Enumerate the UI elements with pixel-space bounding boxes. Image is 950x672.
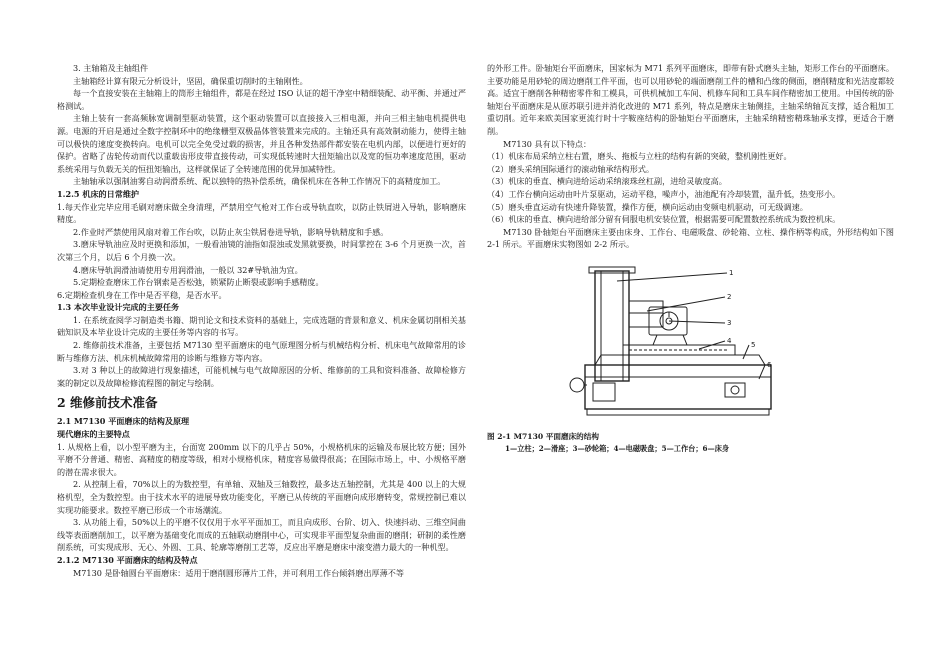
maintenance-item: 2.作业时严禁使用风扇对着工作台吹，以防止灰尘铁屑卷进导轨，影响导轨精度和手感。 — [73, 226, 389, 237]
section-heading-2-1-2: 2.1.2 M7130 平面磨床的结构及特点 — [57, 554, 198, 565]
feature-intro: M7130 具有以下特点： — [503, 138, 592, 149]
paragraph: 主轴轴承以强制油雾自动润滑系统、配以独特的热补偿系统，确保机床在各种工作情况下的高精度加工。 — [73, 176, 446, 187]
left-column — [57, 62, 466, 579]
callout-3: 3 — [727, 318, 732, 327]
section-heading-2-1: 2.1 M7130 平面磨床的结构及原理 — [57, 416, 190, 427]
feature-list-item: （2）磨头采纳国际通行的滚动轴承结构形式。 — [487, 163, 655, 174]
figure-caption: 图 2-1 M7130 平面磨床的结构 — [487, 431, 599, 441]
feature-list-item: （6）机床的垂直、横向进给部分留有伺服电机安装位置，根据需要可配置数控系统成为数控机床。 — [487, 214, 841, 225]
paragraph: 主轴箱经计算有限元分析设计，坚固，确保重切削时的主轴刚性。 — [73, 75, 308, 86]
right-column — [487, 62, 894, 454]
paragraph: M7130 是卧轴圆台平面磨床：适用于磨削圆形薄片工件，并可利用工作台倾斜磨出厚薄不等 — [73, 567, 404, 578]
maintenance-item: 1.每天作业完毕应用毛刷对磨床做全身清理，严禁用空气枪对工作台或导轨直吹，以防止铁屑进入导轨，影响磨床精度。 — [57, 201, 466, 225]
feature-list-item: （1）机床布局采纳立柱右置，磨头、拖板与立柱的结构有新的突破，整机刚性更好。 — [487, 151, 792, 162]
maintenance-item: 5.定期检查磨床工作台钢索是否松弛，锁紧防止断裂或影响手感精度。 — [73, 277, 324, 288]
feature-item: 3. 从功能上看，50%以上的平磨不仅仅用于水平平面加工，而且向成形、台阶、切入、快速抖动、三维空间曲线等表面磨削加工，以平磨为基础变化而成的五轴联动磨削中心，可实现非平面型复杂曲面的磨削；研制的柔性磨削系统，可实现成形、无心、外圆、工具、轮廓等磨削工艺等，反应出平磨是磨床中滚变潜力最大的一种机型。 — [57, 517, 466, 553]
paragraph: 主轴上装有一套高频脉宽调制型驱动装置，这个驱动装置可以直接接入三相电源，并向三相主轴电机提供电源。电源的开启是通过全数字控制环中的绝缘栅型双极晶体管装置来完成的。主轴还具有高效制动能力，使得主轴可以极快的速度变换转向。电机可以完全免受过载的损害，并且各种发热部件都安装在电机内部，以便进行更好的保护。省略了齿轮传动而代以重载齿形皮带直接传动，可实现低转速时大扭矩输出以及宽的恒功率速度范围，驱动系统采用与负载无关的恒扭矩输出，这样就保证了全转速范围的优异加减特性。 — [57, 113, 466, 174]
section-heading-1-3: 1.3 本次毕业设计完成的主要任务 — [57, 302, 180, 313]
feature-list-item: （3）机床的垂直、横向进给运动采纳滚珠丝杠副，进给灵敏度高。 — [487, 176, 727, 187]
feature-item: 2. 从控制上看，70%以上的为数控型，有单轴、双轴及三轴数控，最多达五轴控制，尤其是 400 以上的大规格机型，全为数控型。由于技术水平的进展导致功能变化，平磨已从传统的平面磨向成形磨转变，常规控制已难以实现功能要求。数控平磨已形成一个市场潮流。 — [57, 479, 466, 515]
callout-2: 2 — [727, 292, 732, 301]
callout-5: 5 — [751, 340, 756, 349]
chapter-heading-2: 2 维修前技术准备 — [57, 395, 158, 411]
feature-list-item: （4）工作台横向运动由叶片泵驱动，运动平稳，噪声小，油池配有冷却装置，温升低，热变形小。 — [487, 188, 841, 199]
grinder-structure-figure — [529, 261, 789, 423]
section-heading-1-2-5: 1.2.5 机床的日常维护 — [57, 188, 140, 199]
callout-1: 1 — [729, 268, 734, 277]
maintenance-item: 6.定期检查机身在工作中是否平稳，是否水平。 — [57, 289, 227, 300]
grinder-drawing — [529, 261, 789, 423]
spindle-heading: 3. 主轴箱及主轴组件 — [73, 63, 149, 73]
paragraph: M7130 卧轴矩台平面磨床主要由床身、工作台、电磁吸盘、砂轮箱、立柱、操作柄等构成，外形结构如下图 2-1 所示。平面磨床实物图如 2-2 所示。 — [487, 226, 894, 250]
paragraph: 每一个直接安装在主轴箱上的筒形主轴组件，都是在经过 ISO 认证的超干净室中精细装配、动平衡、并通过严格测试。 — [57, 88, 466, 111]
figure-legend: 1—立柱；2—滑座；3—砂轮箱；4—电磁吸盘；5—工作台；6—床身 — [505, 443, 730, 453]
subsection-heading: 现代磨床的主要特点 — [57, 429, 130, 440]
maintenance-item: 4.磨床导轨润滑油请使用专用润滑油，一般以 32#导轨油为宜。 — [73, 264, 303, 275]
paragraph: 的外形工件。卧轴矩台平面磨床，国家标为 M71 系列平面磨床，即带有卧式磨头主轴，矩形工作台的平面磨床。主要功能是用砂轮的周边磨削工件平面，也可以用砂轮的端面磨削工件的槽和凸缘的侧面，磨削精度和光洁度都较高。适宜于磨削各种精密零件和工模具，可供机械加工车间、机修车间和工具车间作精密加工使用。中国传统的卧轴矩台平面磨床是从原苏联引进并消化改进的 M71 系列，特点是磨床主轴侧挂，主轴采纳轴瓦支撑，适合粗加工重切削。近年来欧美国家更流行时十字鞍座结构的卧轴矩台平面磨床，主轴采纳精密精珠轴承支撑，更适合于磨削。 — [487, 63, 894, 136]
feature-item: 1. 从规格上看，以小型平磨为主，台面宽 200mm 以下的几乎占 50%，小规格机床的运输及布展比较方便；国外平磨不分普通、精密、高精度的精度等级，相对小规格机床，精度容易做得很高；在国际市场上，中、小规格平磨的潜在需求很大。 — [57, 441, 466, 477]
task-item: 2. 维修前技术准备，主要包括 M7130 型平面磨床的电气原理图分析与机械结构分析、机床电气故障常用的诊断与维修方法、机床机械故障常用的诊断与维修方等内容。 — [57, 340, 466, 363]
feature-list-item: （5）磨头垂直运动有快速升降装置，操作方便，横向运动由变频电机驱动，可无级调速。 — [487, 201, 808, 212]
task-item: 1. 在系统查阅学习制造类书籍、期刊论文和技术资料的基础上，完成选题的背景和意义、机床金属切削相关基础知识及本毕业设计完成的主要任务等内容的书写。 — [57, 314, 466, 338]
callout-4: 4 — [727, 336, 732, 345]
callout-6: 6 — [767, 360, 772, 369]
maintenance-item: 3.磨床导轨油应及时更换和添加，一般看油镜的油指如混浊或发黑就要换，时间掌控在 3-6 个月更换一次，首次第三个月，以后 6 个月换一次。 — [57, 239, 466, 262]
task-item: 3.对 3 种以上的故障进行现象描述，可能机械与电气故障原因的分析、维修前的工具和资料准备、故障检修方案的制定以及故障检修流程图的制定与绘制。 — [57, 365, 466, 388]
